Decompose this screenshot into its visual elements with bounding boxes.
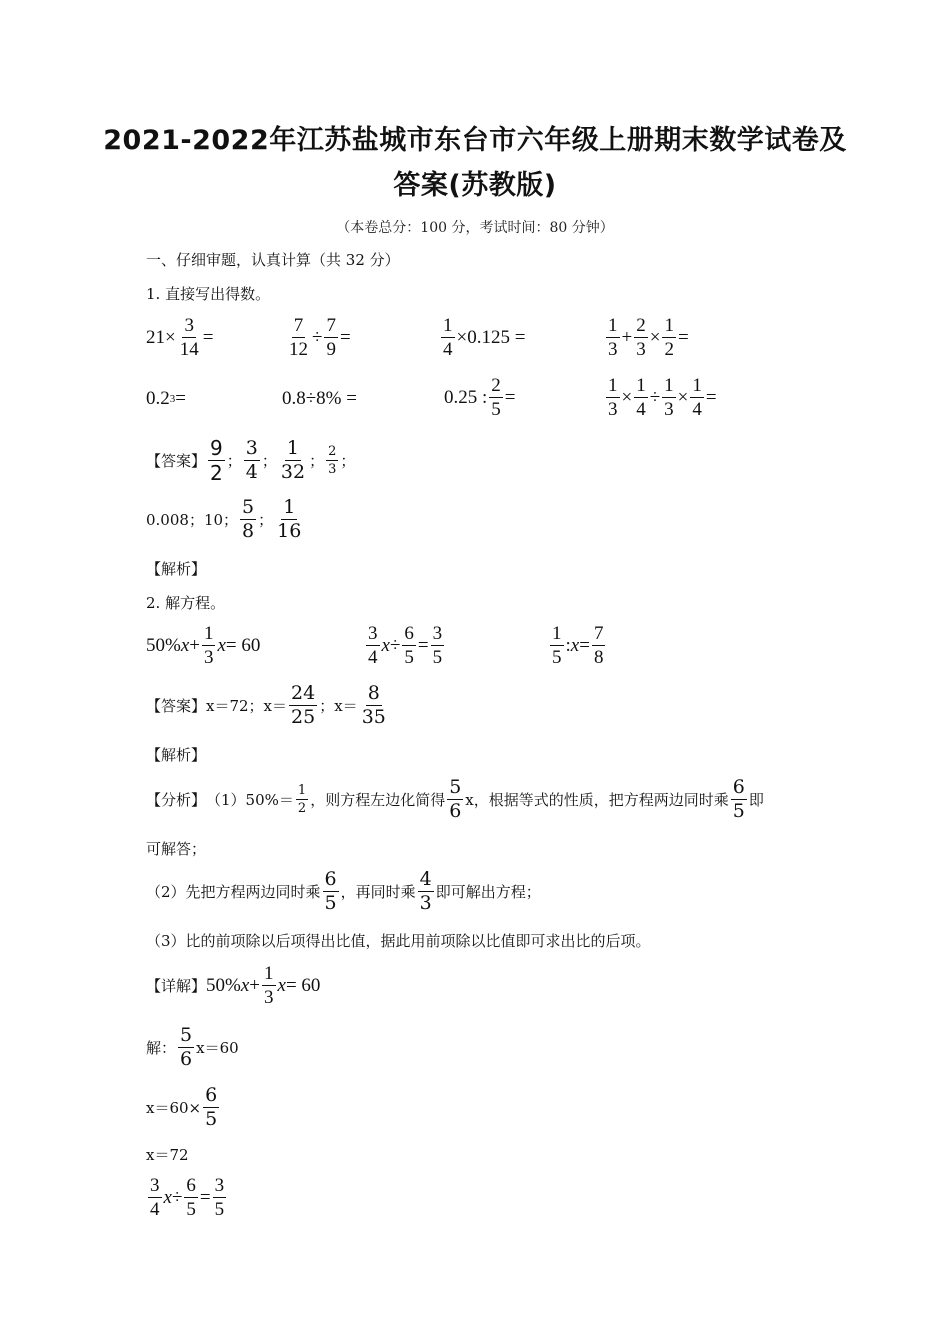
numerator: 3 — [432, 623, 443, 644]
q1-item-b — [285, 316, 351, 359]
fraction — [489, 376, 503, 419]
q1-analysis-label: 【解析】 — [146, 560, 207, 578]
question-2-label: 2. 解方程。 — [146, 594, 226, 612]
percent: 50% — [206, 974, 241, 996]
operator: × — [649, 326, 661, 348]
ratio-prefix: 0.25 : — [444, 386, 488, 408]
denominator: 6 — [449, 800, 462, 822]
fraction — [606, 316, 620, 359]
numerator: 3 — [368, 623, 378, 644]
q2-answer — [146, 684, 390, 727]
equals: = — [199, 1186, 211, 1208]
fraction — [360, 684, 388, 727]
denominator: 5 — [404, 647, 414, 668]
analysis-text: x，根据等式的性质，把方程两边同时乘 — [465, 791, 729, 809]
numerator: 24 — [291, 682, 316, 704]
ratio-colon: : — [565, 634, 571, 656]
denominator: 3 — [608, 339, 618, 360]
detail-heading: 【详解】 — [146, 977, 207, 995]
base: 0.2 — [146, 388, 170, 409]
numerator: 3 — [245, 437, 258, 459]
operator: ÷ — [171, 1186, 183, 1208]
denominator: 2 — [664, 339, 674, 360]
analysis-text: （1）50%＝ — [206, 791, 294, 809]
denominator: 5 — [732, 800, 745, 822]
fraction — [148, 1176, 162, 1219]
numerator: 6 — [186, 1175, 196, 1196]
variable: x — [163, 1186, 172, 1208]
q2-equation-2-restated — [146, 1176, 228, 1219]
fraction — [606, 376, 620, 419]
analysis-text: ，再同时乘 — [340, 883, 416, 901]
answer-text: 0.008；10； — [146, 511, 239, 529]
analysis-text: ，则方程左边化简得 — [310, 791, 446, 809]
question-1-label: 1. 直接写出得数。 — [146, 285, 271, 303]
denominator: 14 — [179, 339, 199, 360]
denominator: 3 — [419, 892, 432, 914]
fraction — [178, 316, 201, 359]
fraction — [262, 964, 276, 1007]
q1-item-d — [604, 316, 689, 359]
numerator: 1 — [664, 375, 674, 396]
fraction — [402, 624, 416, 667]
numerator: 2 — [328, 444, 337, 459]
q2-solution-step-2 — [146, 1086, 221, 1129]
fraction — [202, 624, 216, 667]
numerator: 1 — [608, 375, 618, 396]
denominator: 3 — [608, 399, 618, 420]
operator: ÷ — [389, 634, 401, 656]
numerator: 6 — [404, 623, 414, 644]
answer-label: 【答案】 — [146, 452, 207, 470]
q1-item-e — [146, 388, 186, 410]
variable: x — [180, 634, 190, 656]
denominator: 3 — [664, 399, 674, 420]
numerator: 1 — [286, 437, 300, 459]
equals: = — [579, 634, 590, 656]
numerator: 1 — [552, 623, 562, 644]
denominator: 6 — [180, 1048, 193, 1070]
separator: ； — [258, 511, 274, 529]
fraction — [323, 870, 339, 913]
analysis-text: （2）先把方程两边同时乘 — [146, 883, 321, 901]
numerator: 1 — [608, 315, 618, 336]
variable: x — [381, 634, 390, 656]
operator: ÷ — [649, 386, 661, 408]
denominator: 32 — [280, 461, 306, 483]
numerator: 6 — [732, 776, 745, 798]
denominator: 5 — [552, 647, 562, 668]
fraction — [431, 624, 445, 667]
numerator: 1 — [443, 315, 453, 336]
solution-text: x＝60 — [196, 1039, 239, 1057]
denominator: 5 — [491, 399, 501, 420]
fraction — [287, 316, 310, 359]
fraction — [184, 1176, 198, 1219]
q2-solution-step-3: x＝72 — [146, 1146, 189, 1164]
q2-equation-1 — [146, 624, 260, 667]
numerator: 3 — [184, 315, 194, 336]
fraction — [592, 624, 606, 667]
denominator: 4 — [636, 399, 646, 420]
variable: x — [217, 634, 226, 656]
denominator: 3 — [328, 462, 337, 477]
fraction — [634, 316, 648, 359]
fraction — [441, 316, 455, 359]
fraction — [208, 438, 225, 483]
numerator: 7 — [326, 315, 336, 336]
fraction — [662, 316, 676, 359]
fraction — [550, 624, 564, 667]
numerator: 6 — [324, 868, 337, 890]
equation — [206, 964, 320, 1007]
q1-answer-line-1 — [146, 438, 355, 483]
denominator: 8 — [242, 520, 255, 542]
fraction — [634, 376, 648, 419]
fraction — [296, 784, 308, 815]
rhs: = 60 — [225, 634, 261, 656]
q2-analysis-step-2 — [146, 870, 541, 913]
denominator: 4 — [443, 339, 453, 360]
denominator: 5 — [205, 1108, 218, 1130]
fraction — [447, 778, 463, 821]
q1-item-h — [604, 376, 717, 419]
q1-item-f: 0.8÷8% = — [282, 388, 357, 409]
numerator: 8 — [367, 682, 380, 704]
analysis-heading: 【分析】 — [146, 791, 207, 809]
variable: x — [240, 974, 250, 996]
denominator: 8 — [593, 647, 604, 668]
fraction — [275, 498, 303, 541]
denominator: 3 — [636, 339, 646, 360]
denominator: 4 — [692, 399, 702, 420]
variable: x — [277, 974, 286, 996]
denominator: 3 — [203, 647, 214, 668]
exponent: 3 — [169, 393, 176, 405]
numerator: 1 — [264, 963, 274, 984]
numerator: 1 — [297, 783, 307, 798]
denominator: 4 — [150, 1199, 160, 1220]
q2-analysis-step-1 — [146, 778, 764, 821]
denominator: 2 — [210, 461, 223, 485]
denominator: 4 — [245, 461, 258, 483]
fraction — [244, 439, 260, 482]
denominator: 9 — [326, 339, 336, 360]
equals: = — [339, 326, 351, 348]
numerator: 4 — [419, 868, 432, 890]
answer-text: ；x＝ — [319, 697, 358, 715]
denominator: 25 — [291, 706, 316, 728]
operator: ÷ — [312, 326, 323, 348]
variable: x — [570, 634, 580, 656]
denominator: 16 — [277, 520, 302, 542]
percent: 50% — [146, 634, 181, 656]
numerator: 9 — [210, 436, 223, 460]
fraction — [289, 684, 317, 727]
q2-detailed-solution-header — [146, 964, 320, 1007]
equals: = — [175, 388, 186, 409]
operator: × — [621, 386, 633, 408]
operator: + — [189, 634, 200, 656]
solution-text: x＝60× — [146, 1099, 202, 1117]
numerator: 1 — [692, 375, 702, 396]
numerator: 2 — [636, 315, 646, 336]
numerator: 3 — [150, 1175, 160, 1196]
separator: ； — [309, 452, 325, 470]
separator: ； — [261, 452, 277, 470]
denominator: 3 — [264, 987, 274, 1008]
fraction — [731, 778, 747, 821]
expression-tail: ×0.125 = — [456, 326, 526, 348]
numerator: 5 — [449, 776, 462, 798]
q1-answer-line-2 — [146, 498, 305, 541]
equals: = — [417, 634, 429, 656]
q1a-prefix: 21× — [146, 326, 176, 348]
numerator: 1 — [283, 496, 296, 518]
analysis-text: 即可解出方程； — [435, 883, 541, 901]
answer-label: 【答案】 — [146, 697, 207, 715]
fraction — [418, 870, 434, 913]
numerator: 5 — [180, 1024, 193, 1046]
denominator: 5 — [214, 1199, 225, 1220]
q2-solution-step-1 — [146, 1026, 239, 1069]
denominator: 2 — [297, 801, 307, 816]
solution-text: 解： — [146, 1039, 177, 1057]
equals: = — [705, 386, 717, 408]
numerator: 1 — [664, 315, 674, 336]
q2-equation-2 — [364, 624, 446, 667]
fraction — [326, 445, 338, 476]
fraction — [366, 624, 380, 667]
q1-item-a — [146, 316, 213, 359]
separator: ； — [340, 452, 356, 470]
fraction — [324, 316, 338, 359]
operator: + — [249, 974, 260, 996]
equals: = — [504, 386, 516, 408]
q2-analysis-step-3: （3）比的前项除以后项得出比值，据此用前项除以比值即可求出比的后项。 — [146, 932, 651, 950]
analysis-text: 即 — [748, 791, 764, 809]
numerator: 5 — [242, 496, 255, 518]
numerator: 2 — [491, 375, 501, 396]
fraction — [213, 1176, 227, 1219]
fraction — [203, 1086, 219, 1129]
separator: ； — [226, 452, 242, 470]
fraction — [662, 376, 676, 419]
numerator: 6 — [205, 1084, 218, 1106]
denominator: 35 — [361, 706, 386, 728]
exam-info-subtitle: （本卷总分：100 分，考试时间：80 分钟） — [336, 220, 614, 236]
document-title-line-1: 2021-2022年江苏盐城市东台市六年级上册期末数学试卷及 — [103, 125, 847, 156]
document-title-line-2: 答案(苏教版) — [393, 170, 557, 201]
q2-equation-3 — [548, 624, 607, 667]
fraction — [279, 439, 307, 482]
numerator: 3 — [214, 1175, 225, 1196]
fraction — [690, 376, 704, 419]
equals: = — [202, 326, 214, 348]
numerator: 1 — [203, 623, 214, 644]
q2-analysis-label: 【解析】 — [146, 746, 207, 764]
operator: + — [621, 326, 633, 348]
denominator: 12 — [289, 339, 308, 360]
denominator: 4 — [368, 647, 378, 668]
q2-analysis-step-1-cont: 可解答； — [146, 840, 207, 858]
fraction — [178, 1026, 194, 1069]
denominator: 5 — [186, 1199, 196, 1220]
section-heading: 一、仔细审题，认真计算（共 32 分） — [146, 251, 400, 269]
q1-item-c — [439, 316, 525, 359]
answer-text: x＝72；x＝ — [206, 697, 288, 715]
numerator: 7 — [593, 623, 604, 644]
rhs: = 60 — [285, 974, 321, 996]
q1-item-g — [444, 376, 516, 419]
fraction — [240, 498, 256, 541]
denominator: 5 — [432, 647, 443, 668]
numerator: 1 — [636, 375, 646, 396]
denominator: 5 — [324, 892, 337, 914]
numerator: 7 — [293, 315, 304, 336]
equals: = — [677, 326, 689, 348]
operator: × — [677, 386, 689, 408]
